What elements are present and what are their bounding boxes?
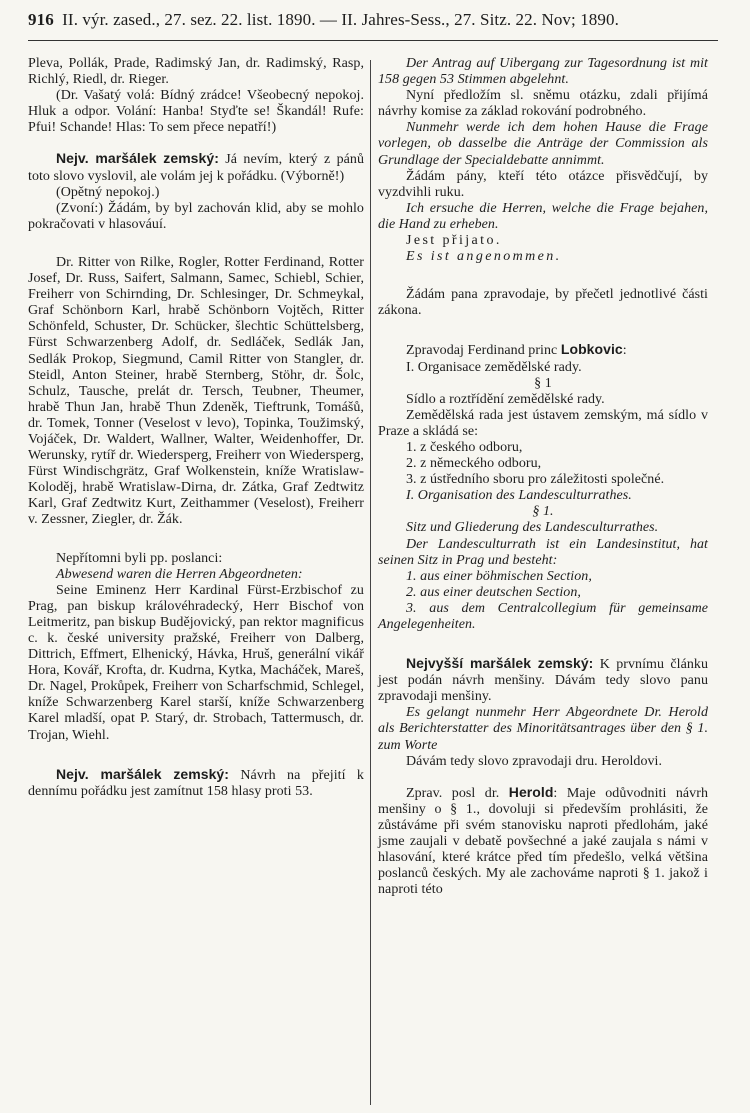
absent-heading-de: Abwesend waren die Herren Abgeordneten:: [56, 566, 303, 582]
absent-heading-cz: Nepřítomni byli pp. poslanci:: [56, 550, 223, 566]
marshal-bell: (Zvoní:) Žádám, by byl zachován klid, aby se mohlo pokračovati v hlasováuí.: [28, 200, 364, 232]
paragraph-title-de: Sitz und Gliederung des Landesculturrathes.: [406, 520, 659, 536]
paragraph-body-de: Der Landesculturrath ist ein Landesinstitut, hat seinen Sitz in Prag und besteht:: [378, 536, 708, 568]
paragraph-title-cz: Sídlo a roztřídění zemědělské rady.: [406, 391, 605, 407]
question-de: Nunmehr werde ich dem hohen Hause die Frage vorlegen, ob dasselbe die Anträge der Commission als Grundlage der Specialdebatte annimmt.: [378, 120, 708, 168]
list-item: 3. z ústředního sboru pro záležitosti společné.: [406, 472, 665, 488]
speaker-name: Herold: [508, 783, 554, 800]
section-title-cz: I. Organisace zemědělské rady.: [406, 359, 582, 375]
vote-list-no: Dr. Ritter von Rilke, Rogler, Rotter Ferdinand, Rotter Josef, Dr. Russ, Saifert, Salmann, Samec, Schiebl, Schier, Freiherr von Schirnding, Dr. Schlesinger, Dr. Schmeykal, Graf Schönborn Karl, hrabě Schönborn Vojtěch, Ritter Schönfeld, Schuster, Dr. Schücker, šlechtic Schüttelsberg, Fürst Schwarzenberg Adolf, dr. Sedláček, Sedlák Jan, Sedlák Prokop, Siegmund, Camil Ritter von Stangler, dr. Steidl, Anton Steiner, hrabě Sternberg, Stöhr, dr. Šolc, Schulz, Tausche, prelát dr. Tersch, Teubner, Theumer, hrabě Thun Jan, hrabě Thun Zdeněk, Tieftrunk, Tomášů, dr. Tomek, Tonner (Veselost v levo), Topinka, Toužimský, Vojáček, Dr. Waldert, Wallner, Walter, Weidenhoffer, Dr. Werunsky, rytíř dr. Wiedersperg, Freiherr von Wiedersperg, Fürst Windischgrätz, Graf Wolkenstein, kníže Wratislaw-Koloděj, hrabě Wratislaw-Dirna, dr. Zátka, Graf Zedtwitz Karl, Graf Zedtwitz Kurt, Zeithammer (Veselost), Freiherr v. Zessner, Ziegler, dr. Žák.: [28, 254, 364, 528]
question-cz: Nyní předložím sl. sněmu otázku, zdali přijímá návrhy komise za základ rokování podrobného.: [378, 88, 708, 120]
reader-request: Žádám pana zpravodaje, by přečetl jednotlivé části zákona.: [378, 287, 708, 319]
stage-direction: (Opětný nepokoj.): [56, 184, 160, 200]
page-number: 916: [28, 10, 54, 29]
minority-de: Es gelangt nunmehr Herr Abgeordnete Dr. Herold als Berichterstatter des Minoritätsantrages über den § 1. zum Worte: [378, 705, 708, 753]
paragraph-mark-cz: § 1: [534, 375, 552, 391]
rapporteur-name: Lobkovic: [560, 341, 623, 358]
page-header: [28, 10, 718, 30]
paragraph-body-cz: Zemědělská rada jest ústavem zemským, má sídlo v Praze a skládá se:: [378, 407, 708, 439]
marshal-minority: Nejvyšší maršálek zemský: K prvnímu článku jest podán návrh menšiny. Dávám tedy slovo panu zpravodaji menšiny.: [378, 655, 708, 705]
result-de: Der Antrag auf Uibergang zur Tagesordnung ist mit 158 gegen 53 Stimmen abgelehnt.: [378, 56, 708, 88]
section-title-de: I. Organisation des Landesculturrathes.: [406, 488, 632, 504]
speaker-name: Nejv. maršálek zemský:: [56, 150, 219, 167]
floor-given: Dávám tedy slovo zpravodaji dru. Heroldovi.: [406, 753, 663, 769]
right-column: [378, 56, 708, 898]
request-de: Ich ersuche die Herren, welche die Frage bejahen, die Hand zu erheben.: [378, 200, 708, 232]
marshal-statement: Nejv. maršálek zemský: Já nevím, který z pánů toto slovo vyslovil, ale volám jej k pořádku. (Výborně!): [28, 150, 365, 184]
absent-list: Seine Eminenz Herr Kardinal Fürst-Erzbischof zu Prag, pan biskup královéhradecký, Herr Bischof von Leitmeritz, pan biskup Budějovický, pan rektor magnificus c. k. české university pražské, Freiherr von Dalberg, Dittrich, Effmert, Elhenický, Hávka, Hruš, generální vikář Hora, Kovář, Krofta, dr. Kudrna, Kytka, Macháček, Mareš, Dr. Nagel, Prokůpek, Freiherr von Scharfschmid, Schlegel, kníže Schwarzenberg Karel starší, kníže Schwarzenberg Karel mladší, opat P. Starý, dr. Strobach, Tattermusch, dr. Trojan, Wiehl.: [28, 582, 364, 743]
speaker-name: Nejvyšší maršálek zemský:: [406, 655, 594, 672]
request-cz: Žádám pány, kteří této otázce přisvědčují, by vyzdvihli ruku.: [378, 168, 708, 200]
list-item: 2. z německého odboru,: [406, 456, 542, 472]
header-text: II. výr. zased., 27. sez. 22. list. 1890. — II. Jahres-Sess., 27. Sitz. 22. Nov; 1890.: [62, 10, 619, 29]
column-divider: [370, 60, 371, 1105]
rapporteur-line: Zpravodaj Ferdinand princ Lobkovic:: [406, 341, 627, 359]
accepted-de: Es ist angenommen.: [406, 249, 562, 265]
herold-speech: Zprav. posl dr. Herold: Maje odůvodniti návrh menšiny o § 1., dovoluji si především prohlásiti, že zůstáváme při svém stanovisku naproti předlohám, jaké jsme zaujali v debatě povšechné a jaké zaujala s námi v hlasování, které krátce před tím předešlo, velká většina poslanců českých. My ale zachováme naproti § 1. jakož i naproti této: [378, 783, 708, 898]
list-item: 1. aus einer böhmischen Section,: [406, 568, 592, 584]
list-item: 3. aus dem Centralcollegium für gemeinsame Angelegenheiten.: [378, 600, 708, 632]
list-item: 1. z českého odboru,: [406, 439, 523, 455]
speaker-name: Nejv. maršálek zemský:: [56, 765, 229, 782]
paragraph-mark-de: § 1.: [532, 504, 554, 520]
list-item: 2. aus einer deutschen Section,: [406, 584, 581, 600]
interjection-paragraph: (Dr. Vašatý volá: Bídný zrádce! Všeobecný nepokoj. Hluk a odpor. Volání: Hanba! Styďte se! Škandál! Rufe: Pfui! Schande! Hlas: To sem přece nepatří!): [28, 88, 364, 136]
marshal-result: Nejv. maršálek zemský: Návrh na přejití k dennímu pořádku jest zamítnut 158 hlasy proti 53.: [28, 765, 364, 799]
left-column: [28, 56, 364, 800]
accepted-cz: Jest přijato.: [406, 233, 502, 249]
vote-list-continued: Pleva, Pollák, Prade, Radimský Jan, dr. Radimský, Rasp, Richlý, Riedl, dr. Rieger.: [28, 56, 364, 88]
header-rule: [28, 40, 718, 41]
